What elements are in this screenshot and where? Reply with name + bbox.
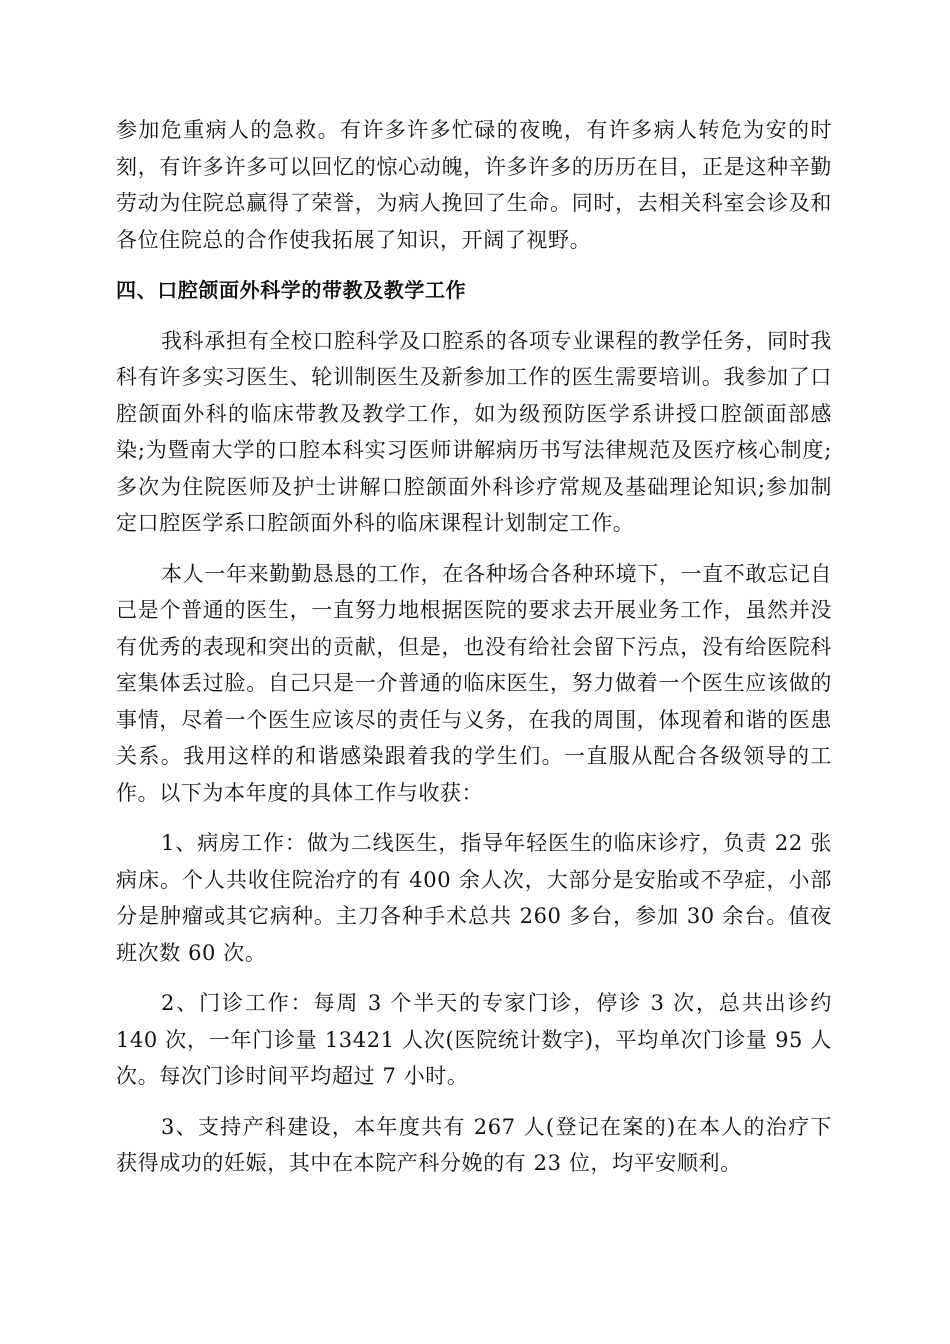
paragraph-obstetrics-support: 3、支持产科建设，本年度共有 267 人(登记在案的)在本人的治疗下获得成功的妊娠，其中在本院产科分娩的有 23 位，均平安顺利。 [116,1114,832,1175]
paragraph-self-summary: 本人一年来勤勤恳恳的工作，在各种场合各种环境下，一直不敢忘记自己是个普通的医生，一直努力地根据医院的要求去开展业务工作，虽然并没有优秀的表现和突出的贡献，但是，也没有给社会留下污点，没有给医院科室集体丢过脸。自己只是一介普通的临床医生，努力做着一个医生应该做的事情，尽着一个医生应该尽的责任与义务，在我的周围，体现着和谐的医患关系。我用这样的和谐感染跟着我的学生们。一直服从配合各级领导的工作。以下为本年度的具体工作与收获： [116,561,832,805]
paragraph-ward-work: 1、病房工作：做为二线医生，指导年轻医生的临床诊疗，负责 22 张病床。个人共收住院治疗的有 400 余人次，大部分是安胎或不孕症，小部分是肿瘤或其它病种。主刀各种手术总共 260 多台，参加 30 余台。值夜班次数 60 次。 [116,831,832,965]
paragraph-emergency-rescue: 参加危重病人的急救。有许多许多忙碌的夜晚，有许多病人转危为安的时刻，有许多许多可以回忆的惊心动魄，许多许多的历历在目，正是这种辛勤劳动为住院总赢得了荣誉，为病人挽回了生命。同时，去相关科室会诊及和各位住院总的合作使我拓展了知识，开阔了视野。 [116,118,832,252]
paragraph-outpatient-work: 2、门诊工作：每周 3 个半天的专家门诊，停诊 3 次，总共出诊约 140 次，一年门诊量 13421 人次(医院统计数字)，平均单次门诊量 95 人次。每次门诊时间平均超过 7 小时。 [116,991,832,1088]
section-heading-teaching: 四、口腔颌面外科学的带教及教学工作 [116,278,467,302]
document-body [116,112,832,1196]
paragraph-teaching-work: 我科承担有全校口腔科学及口腔系的各项专业课程的教学任务，同时我科有许多实习医生、轮训制医生及新参加工作的医生需要培训。我参加了口腔颌面外科的临床带教及教学工作，如为级预防医学系讲授口腔颌面部感染;为暨南大学的口腔本科实习医师讲解病历书写法律规范及医疗核心制度;多次为住院医师及护士讲解口腔颌面外科诊疗常规及基础理论知识;参加制定口腔医学系口腔颌面外科的临床课程计划制定工作。 [116,328,832,535]
